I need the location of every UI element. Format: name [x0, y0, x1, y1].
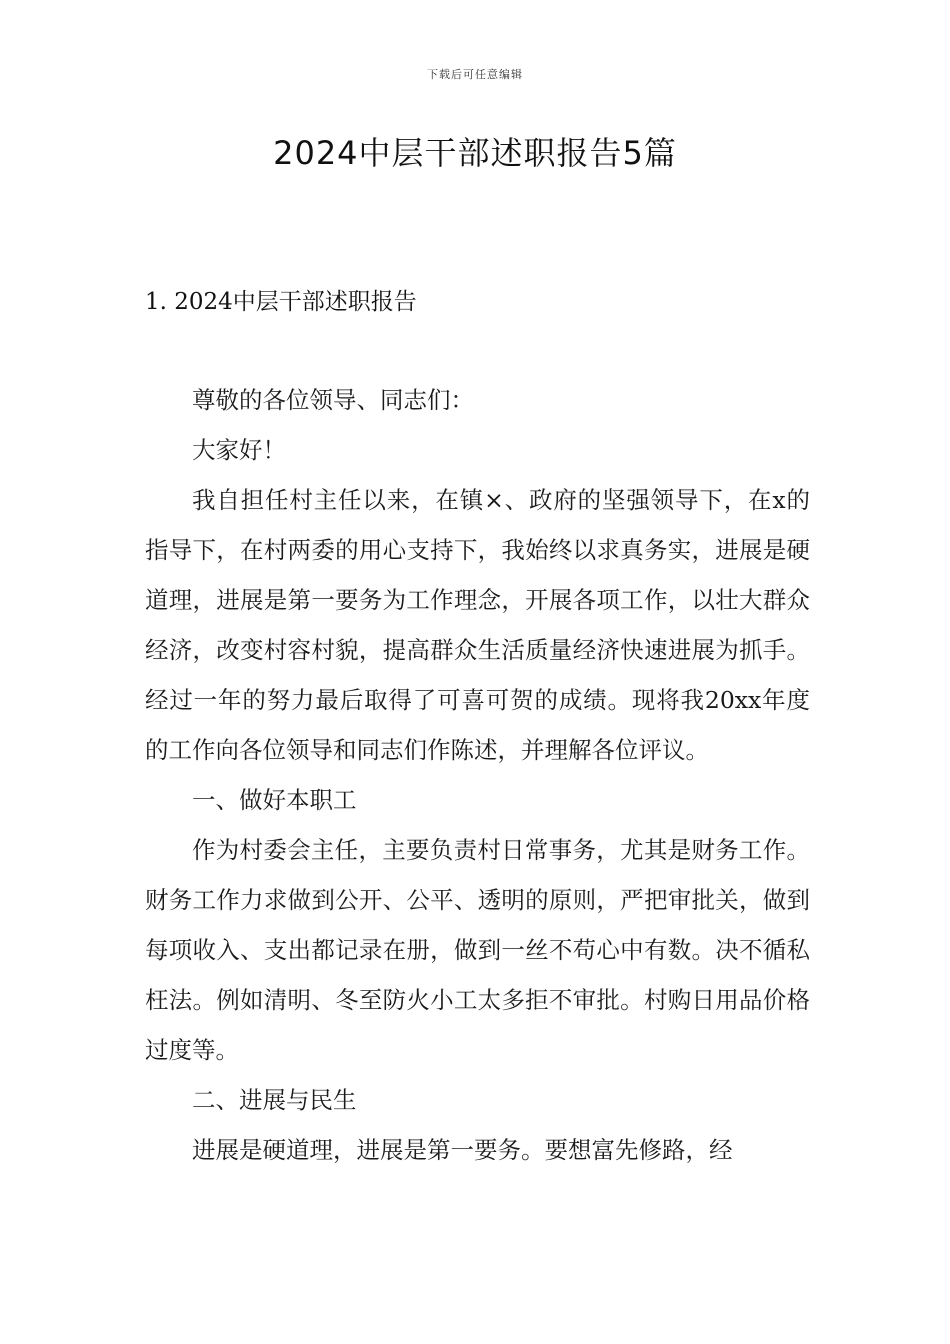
section-heading: 1. 2024中层干部述职报告	[145, 289, 417, 315]
intro-paragraph: 我自担任村主任以来，在镇×、政府的坚强领导下，在x的指导下，在村两委的用心支持下，我始终以求真务实，进展是硬道理，进展是第一要务为工作理念，开展各项工作，以壮大群众经济，改变村容村貌，提高群众生活质量经济快速进展为抓手。经过一年的努力最后取得了可喜可贺的成绩。现将我20xx年度的工作向各位领导和同志们作陈述，并理解各位评议。	[145, 486, 810, 764]
greeting-paragraph: 大家好！	[192, 436, 286, 464]
duty-paragraph: 作为村委会主任，主要负责村日常事务，尤其是财务工作。财务工作力求做到公开、公平、透明的原则，严把审批关，做到每项收入、支出都记录在册，做到一丝不苟心中有数。决不循私枉法。例如清明、冬至防火小工太多拒不审批。村购日用品价格过度等。	[145, 836, 810, 1064]
subheading-two: 二、进展与民生	[192, 1086, 357, 1114]
subheading-one: 一、做好本职工	[192, 786, 357, 814]
document-body	[145, 375, 810, 1175]
header-note: 下载后可任意编辑	[427, 68, 523, 81]
document-title: 2024中层干部述职报告5篇	[273, 134, 677, 172]
development-paragraph: 进展是硬道理，进展是第一要务。要想富先修路，经	[192, 1136, 733, 1164]
salutation-paragraph: 尊敬的各位领导、同志们：	[192, 386, 474, 414]
